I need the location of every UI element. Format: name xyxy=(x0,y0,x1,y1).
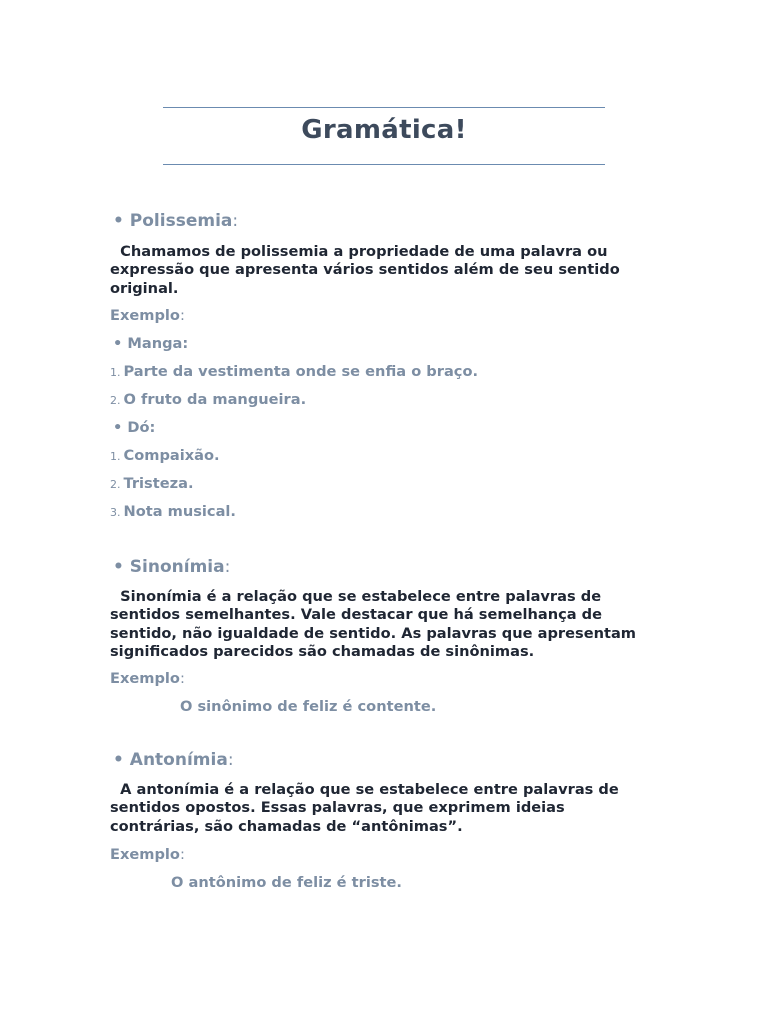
bullet-glyph: • xyxy=(113,750,124,770)
list-item xyxy=(110,335,188,352)
page-title: Gramática! xyxy=(301,115,467,145)
paragraph-sinonimia xyxy=(110,588,670,661)
list-item-text: Compaixão. xyxy=(123,447,220,464)
heading-colon: : xyxy=(227,750,234,770)
list-item xyxy=(110,391,306,408)
example-label-text: Exemplo xyxy=(110,670,180,687)
list-item-text: Parte da vestimenta onde se enfia o braço. xyxy=(123,363,479,380)
example-colon: : xyxy=(179,846,185,863)
section-heading-polissemia xyxy=(113,211,238,231)
list-number: 1. xyxy=(110,450,121,463)
heading-text: Polissemia xyxy=(129,211,233,231)
list-item xyxy=(110,475,194,492)
paragraph-line: sentidos semelhantes. Vale destacar que há semelhança de xyxy=(110,606,603,624)
list-item xyxy=(110,363,478,380)
example-label-text: Exemplo xyxy=(110,307,180,324)
example-colon: : xyxy=(179,307,185,324)
paragraph-antonimia xyxy=(110,781,670,836)
list-item-text: Tristeza. xyxy=(123,475,194,492)
example-sentence: O antônimo de feliz é triste. xyxy=(171,874,402,891)
example-label-text: Exemplo xyxy=(110,846,180,863)
example-colon: : xyxy=(179,670,185,687)
section-heading-antonimia xyxy=(113,750,234,770)
title-rule-top xyxy=(163,107,605,108)
list-number: 2. xyxy=(110,478,121,491)
paragraph-line: expressão que apresenta vários sentidos além de seu sentido xyxy=(110,261,620,279)
bullet-glyph: • xyxy=(113,335,123,352)
example-label xyxy=(110,846,185,863)
list-item xyxy=(110,503,236,520)
paragraph-line: A antonímia é a relação que se estabelece entre palavras de xyxy=(110,781,619,798)
paragraph-line: sentidos opostos. Essas palavras, que exprimem ideias xyxy=(110,799,565,817)
paragraph-line: significados parecidos são chamadas de sinônimas. xyxy=(110,642,535,660)
list-item-text: Dó: xyxy=(127,419,156,436)
heading-colon: : xyxy=(224,557,231,577)
paragraph-line: sentido, não igualdade de sentido. As palavras que apresentam xyxy=(110,624,637,642)
section-heading-sinonimia xyxy=(113,557,230,577)
list-item-text: O fruto da mangueira. xyxy=(123,391,307,408)
paragraph-line: original. xyxy=(110,279,179,297)
list-item-text: Manga: xyxy=(127,335,189,352)
list-number: 3. xyxy=(110,506,121,519)
paragraph-line: Chamamos de polissemia a propriedade de uma palavra ou xyxy=(110,243,608,260)
paragraph-polissemia xyxy=(110,243,670,298)
list-number: 1. xyxy=(110,366,121,379)
heading-text: Sinonímia xyxy=(129,557,225,577)
bullet-glyph: • xyxy=(113,557,124,577)
heading-text: Antonímia xyxy=(129,750,228,770)
bullet-glyph: • xyxy=(113,211,124,231)
example-label xyxy=(110,670,185,687)
example-label xyxy=(110,307,185,324)
bullet-glyph: • xyxy=(113,419,123,436)
title-rule-bottom xyxy=(163,164,605,165)
list-item-text: Nota musical. xyxy=(123,503,236,520)
example-sentence: O sinônimo de feliz é contente. xyxy=(180,698,437,715)
paragraph-line: Sinonímia é a relação que se estabelece entre palavras de xyxy=(110,588,602,605)
list-item xyxy=(110,447,220,464)
heading-colon: : xyxy=(232,211,239,231)
list-number: 2. xyxy=(110,394,121,407)
list-item xyxy=(110,419,155,436)
paragraph-line: contrárias, são chamadas de “antônimas”. xyxy=(110,817,463,835)
